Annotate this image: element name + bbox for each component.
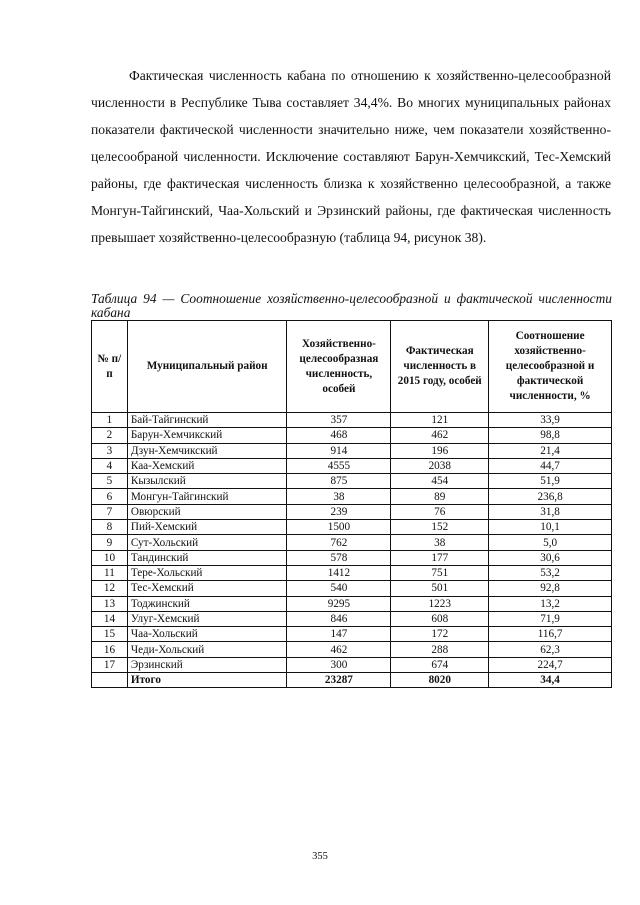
district-name: Чеди-Хольский	[127, 642, 287, 657]
table-row	[92, 520, 612, 535]
row-number: 5	[92, 474, 128, 489]
ratio-percent: 53,2	[489, 565, 612, 580]
ratio-percent: 71,9	[489, 611, 612, 626]
row-number: 16	[92, 642, 128, 657]
ratio-percent: 224,7	[489, 657, 612, 672]
ratio-percent: 44,7	[489, 458, 612, 473]
table-row	[92, 504, 612, 519]
ratio-percent: 98,8	[489, 428, 612, 443]
table-row	[92, 642, 612, 657]
target-population: 914	[287, 443, 391, 458]
row-number: 3	[92, 443, 128, 458]
header-actual-population: Фактическая численность в 2015 году, особей	[391, 321, 489, 413]
target-population: 357	[287, 413, 391, 428]
total-target-population: 23287	[287, 673, 391, 688]
actual-population: 152	[391, 520, 489, 535]
row-number: 1	[92, 413, 128, 428]
table-row	[92, 565, 612, 580]
district-name: Овюрский	[127, 504, 287, 519]
table-row	[92, 489, 612, 504]
actual-population: 674	[391, 657, 489, 672]
header-district: Муниципальный район	[127, 321, 287, 413]
ratio-percent: 13,2	[489, 596, 612, 611]
target-population: 762	[287, 535, 391, 550]
table-row	[92, 611, 612, 626]
ratio-percent: 62,3	[489, 642, 612, 657]
target-population: 462	[287, 642, 391, 657]
row-number: 14	[92, 611, 128, 626]
ratio-percent: 116,7	[489, 627, 612, 642]
target-population: 239	[287, 504, 391, 519]
actual-population: 89	[391, 489, 489, 504]
table-row	[92, 596, 612, 611]
row-number: 11	[92, 565, 128, 580]
actual-population: 501	[391, 581, 489, 596]
actual-population: 2038	[391, 458, 489, 473]
district-name: Тес-Хемский	[127, 581, 287, 596]
district-name: Дзун-Хемчикский	[127, 443, 287, 458]
ratio-percent: 10,1	[489, 520, 612, 535]
table-row	[92, 657, 612, 672]
row-number: 2	[92, 428, 128, 443]
district-name: Сут-Хольский	[127, 535, 287, 550]
ratio-percent: 21,4	[489, 443, 612, 458]
page-number: 355	[312, 851, 328, 862]
header-number: № п/п	[92, 321, 128, 413]
actual-population: 288	[391, 642, 489, 657]
district-name: Эрзинский	[127, 657, 287, 672]
table-row	[92, 535, 612, 550]
district-name: Бай-Тайгинский	[127, 413, 287, 428]
target-population: 4555	[287, 458, 391, 473]
district-name: Пий-Хемский	[127, 520, 287, 535]
boar-population-table	[91, 320, 612, 688]
actual-population: 1223	[391, 596, 489, 611]
row-number: 12	[92, 581, 128, 596]
table-row	[92, 550, 612, 565]
header-ratio: Соотношение хозяйственно-целесообразной и фактической численности, %	[489, 321, 612, 413]
ratio-percent: 92,8	[489, 581, 612, 596]
ratio-percent: 5,0	[489, 535, 612, 550]
total-row-number	[92, 673, 128, 688]
body-paragraph-text: Фактическая численность кабана по отношению к хозяйственно-целесообразной численности в Республике Тыва составляет 34,4%. Во многих муниципальных районах показатели фактической численности значительно ниже, чем показатели хозяйственно-целесообраной численности. Исключение составляют Барун-Хемчикский, Тес-Хемский районы, где фактическая численность близка к хозяйственно целесообразной, а также Монгун-Тайгинский, Чаа-Хольский и Эрзинский районы, где фактическая численность превышает хозяйственно-целесообразную (таблица 94, рисунок 38).	[91, 68, 611, 245]
body-paragraph	[91, 62, 611, 251]
actual-population: 454	[391, 474, 489, 489]
target-population: 300	[287, 657, 391, 672]
total-actual-population: 8020	[391, 673, 489, 688]
district-name: Кызылский	[127, 474, 287, 489]
row-number: 4	[92, 458, 128, 473]
actual-population: 76	[391, 504, 489, 519]
target-population: 9295	[287, 596, 391, 611]
actual-population: 608	[391, 611, 489, 626]
table-row	[92, 443, 612, 458]
row-number: 17	[92, 657, 128, 672]
ratio-percent: 236,8	[489, 489, 612, 504]
table-row	[92, 428, 612, 443]
target-population: 38	[287, 489, 391, 504]
actual-population: 196	[391, 443, 489, 458]
target-population: 578	[287, 550, 391, 565]
row-number: 15	[92, 627, 128, 642]
target-population: 1500	[287, 520, 391, 535]
table-row	[92, 413, 612, 428]
target-population: 540	[287, 581, 391, 596]
district-name: Монгун-Тайгинский	[127, 489, 287, 504]
table-header-row	[92, 321, 612, 413]
target-population: 875	[287, 474, 391, 489]
actual-population: 38	[391, 535, 489, 550]
ratio-percent: 31,8	[489, 504, 612, 519]
district-name: Тере-Хольский	[127, 565, 287, 580]
district-name: Улуг-Хемский	[127, 611, 287, 626]
header-target-population: Хозяйственно-целесообразная численность, особей	[287, 321, 391, 413]
table-caption: Таблица 94 — Соотношение хозяйственно-целесообразной и фактической численности кабана	[91, 291, 612, 320]
table-row	[92, 458, 612, 473]
total-ratio-percent: 34,4	[489, 673, 612, 688]
actual-population: 462	[391, 428, 489, 443]
ratio-percent: 33,9	[489, 413, 612, 428]
district-name: Чаа-Хольский	[127, 627, 287, 642]
row-number: 9	[92, 535, 128, 550]
row-number: 8	[92, 520, 128, 535]
target-population: 846	[287, 611, 391, 626]
ratio-percent: 51,9	[489, 474, 612, 489]
row-number: 6	[92, 489, 128, 504]
row-number: 13	[92, 596, 128, 611]
district-name: Тоджинский	[127, 596, 287, 611]
actual-population: 121	[391, 413, 489, 428]
district-name: Каа-Хемский	[127, 458, 287, 473]
ratio-percent: 30,6	[489, 550, 612, 565]
table-row	[92, 581, 612, 596]
row-number: 10	[92, 550, 128, 565]
total-row	[92, 673, 612, 688]
district-name: Барун-Хемчикский	[127, 428, 287, 443]
row-number: 7	[92, 504, 128, 519]
table-row	[92, 627, 612, 642]
target-population: 468	[287, 428, 391, 443]
actual-population: 177	[391, 550, 489, 565]
actual-population: 751	[391, 565, 489, 580]
district-name: Тандинский	[127, 550, 287, 565]
target-population: 147	[287, 627, 391, 642]
actual-population: 172	[391, 627, 489, 642]
target-population: 1412	[287, 565, 391, 580]
table-row	[92, 474, 612, 489]
total-district-name: Итого	[127, 673, 287, 688]
